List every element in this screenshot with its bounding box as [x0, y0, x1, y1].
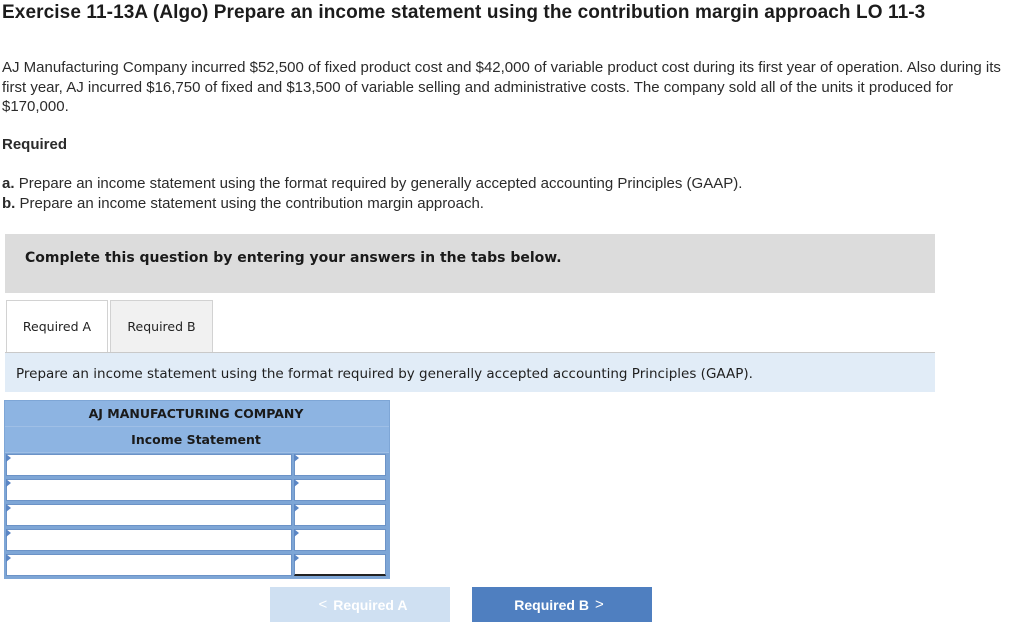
- line-item-select[interactable]: [6, 554, 292, 576]
- input-indicator-icon: [294, 504, 299, 512]
- amount-input[interactable]: [294, 554, 386, 576]
- income-statement-table: [4, 400, 390, 579]
- chevron-left-icon: <: [318, 596, 328, 613]
- line-item-select[interactable]: [6, 529, 292, 551]
- page-title: Exercise 11-13A (Algo) Prepare an income statement using the contribution margin approach LO 11-3: [2, 2, 926, 23]
- instructions-banner: Complete this question by entering your answers in the tabs below.: [5, 234, 935, 293]
- input-indicator-icon: [294, 554, 299, 562]
- table-row: [5, 478, 389, 503]
- previous-tab-label: Required A: [333, 596, 408, 613]
- requirement-item: [2, 194, 742, 214]
- input-indicator-icon: [294, 529, 299, 537]
- requirement-marker: b.: [2, 195, 16, 212]
- tab-required-b[interactable]: Required B: [110, 300, 213, 352]
- previous-tab-button[interactable]: [270, 587, 450, 622]
- table-row: [5, 453, 389, 478]
- line-item-select[interactable]: [6, 479, 292, 501]
- dropdown-indicator-icon: [6, 479, 11, 487]
- dropdown-indicator-icon: [6, 529, 11, 537]
- amount-input[interactable]: [294, 504, 386, 526]
- company-name: AJ MANUFACTURING COMPANY: [88, 406, 304, 421]
- statement-title: Income Statement: [131, 432, 261, 447]
- next-tab-button[interactable]: [472, 587, 652, 622]
- line-item-select[interactable]: [6, 504, 292, 526]
- dropdown-indicator-icon: [6, 554, 11, 562]
- next-tab-label: Required B: [514, 596, 589, 613]
- amount-input[interactable]: [294, 454, 386, 476]
- requirements-list: [2, 174, 742, 214]
- requirement-text: Prepare an income statement using the format required by generally accepted accounting Principles (GAAP).: [18, 175, 743, 192]
- table-row: [5, 503, 389, 528]
- tab-instruction: Prepare an income statement using the format required by generally accepted accounting Principles (GAAP).: [5, 353, 935, 392]
- table-row: [5, 553, 389, 578]
- amount-input[interactable]: [294, 529, 386, 551]
- line-item-select[interactable]: [6, 454, 292, 476]
- dropdown-indicator-icon: [6, 504, 11, 512]
- statement-company-header: [5, 401, 389, 427]
- input-indicator-icon: [294, 479, 299, 487]
- required-heading: Required: [2, 136, 68, 153]
- table-row: [5, 528, 389, 553]
- requirement-item: [2, 174, 742, 194]
- amount-input[interactable]: [294, 479, 386, 501]
- requirement-marker: a.: [2, 175, 15, 192]
- chevron-right-icon: >: [594, 596, 604, 613]
- requirement-text: Prepare an income statement using the contribution margin approach.: [19, 195, 484, 212]
- problem-text: AJ Manufacturing Company incurred $52,500 of fixed product cost and $42,000 of variable product cost during its first year of operation. Also during its first year, AJ incurred $16,750 of fixed and $13,500 of variable selling and administrative costs. The company sold all of the units it produced for $170,000.: [2, 59, 1001, 115]
- statement-title-header: [5, 427, 389, 453]
- dropdown-indicator-icon: [6, 454, 11, 462]
- input-indicator-icon: [294, 454, 299, 462]
- tab-required-a[interactable]: Required A: [6, 300, 108, 352]
